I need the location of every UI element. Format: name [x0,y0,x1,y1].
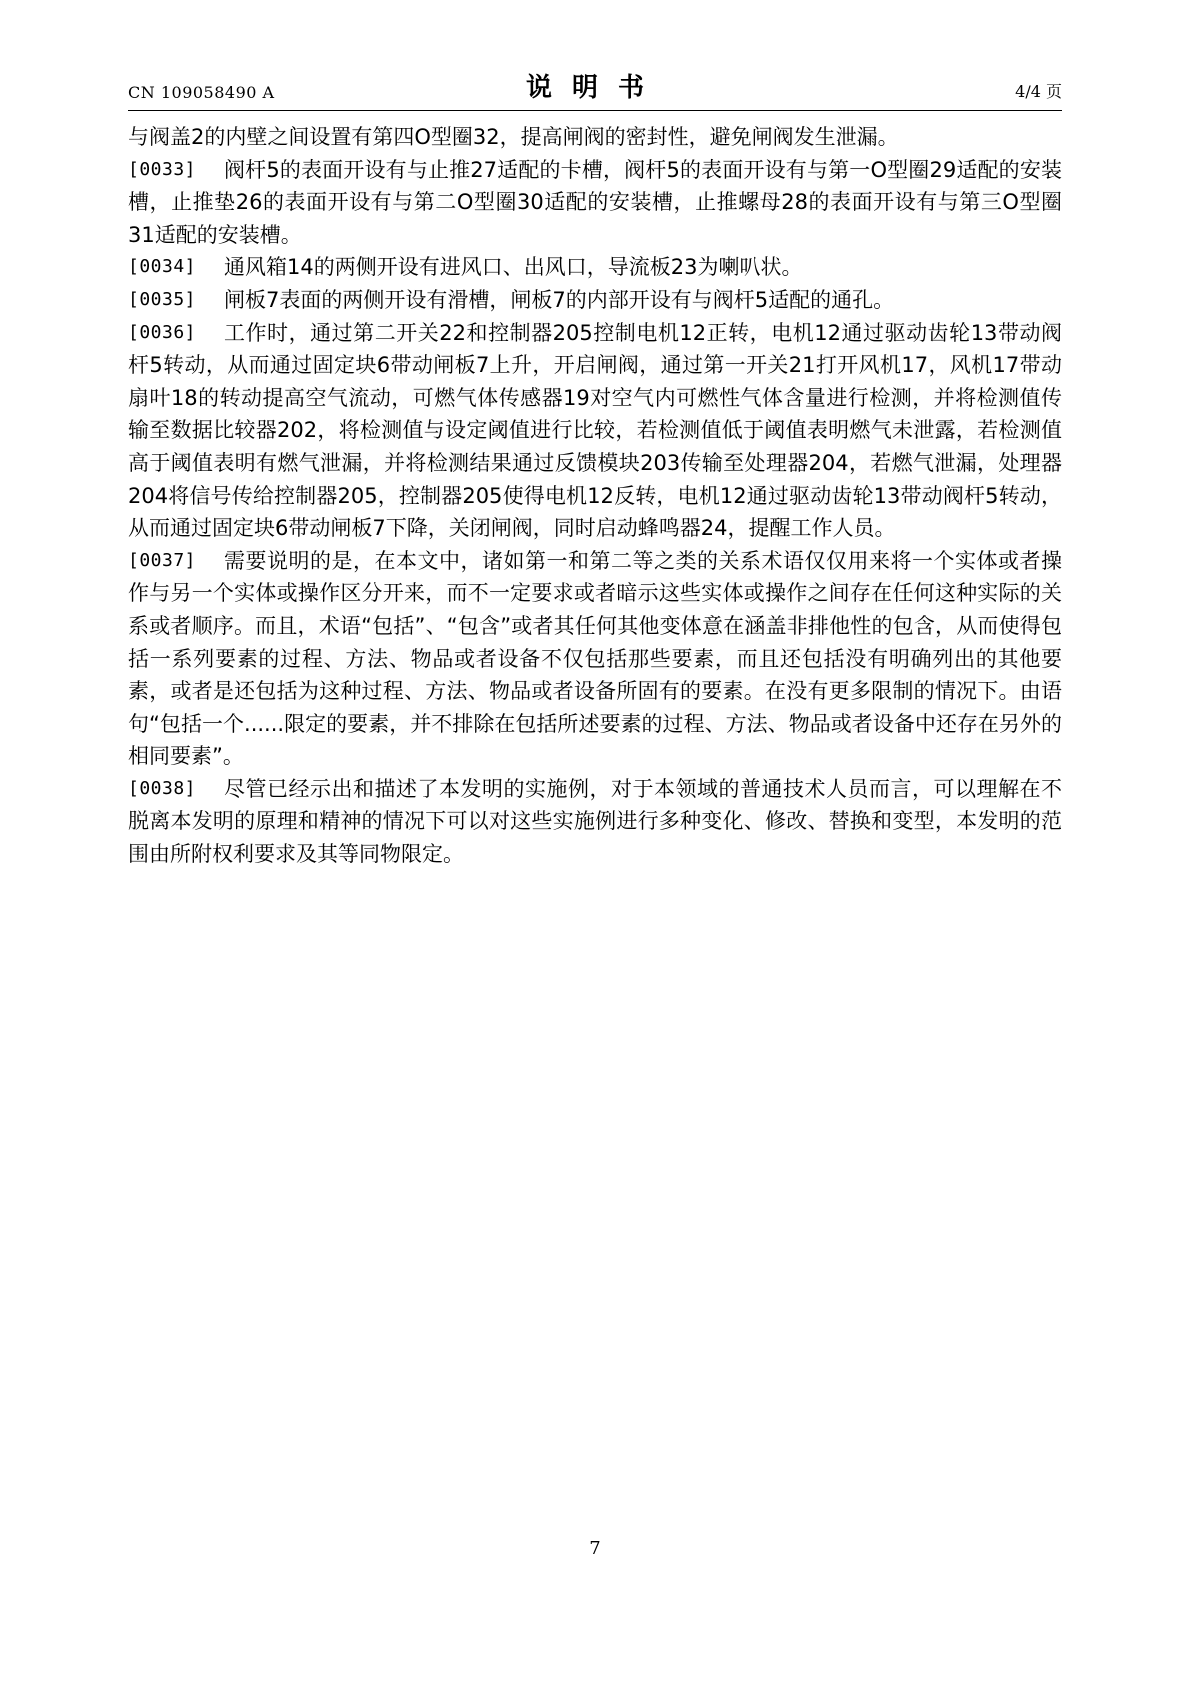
paragraph-text: 通风箱14的两侧开设有进风口、出风口，导流板23为喇叭状。 [224,255,803,280]
paragraph-0034 [128,251,1062,284]
paragraph-0035 [128,284,1062,317]
paragraph-number: [0038] [128,777,197,799]
page-number: 7 [589,1538,601,1559]
paragraph-0036 [128,317,1062,545]
paragraph-number: [0034] [128,256,197,278]
page-header [128,64,1062,110]
document-title: 说明书 [525,73,664,103]
paragraph-0038 [128,773,1062,871]
paragraph-number: [0035] [128,288,197,310]
paragraph-text: 闸板7表面的两侧开设有滑槽，闸板7的内部开设有与阀杆5适配的通孔。 [224,287,895,312]
paragraph-number: [0036] [128,321,197,343]
paragraph-0033 [128,154,1062,252]
header-rule [128,110,1062,111]
paragraph-continuation [128,121,1062,154]
paragraph-number: [0037] [128,549,197,571]
paragraph-number: [0033] [128,158,197,180]
paragraph-text: 需要说明的是，在本文中，诸如第一和第二等之类的关系术语仅仅用来将一个实体或者操作与另一个实体或操作区分开来，而不一定要求或者暗示这些实体或操作之间存在任何这种实际的关系或者顺序。而且，术语“包括”、“包含”或者其任何其他变体意在涵盖非排他性的包含，从而使得包括一系列要素的过程、方法、物品或者设备不仅包括那些要素，而且还包括没有明确列出的其他要素，或者是还包括为这种过程、方法、物品或者设备所固有的要素。在没有更多限制的情况下。由语句“包括一个......限定的要素，并不排除在包括所述要素的过程、方法、物品或者设备中还存在另外的相同要素”。 [128,548,1062,769]
paragraph-text: 工作时，通过第二开关22和控制器205控制电机12正转，电机12通过驱动齿轮13带动阀杆5转动，从而通过固定块6带动闸板7上升，开启闸阀，通过第一开关21打开风机17，风机17带动扇叶18的转动提高空气流动，可燃气体传感器19对空气内可燃性气体含量进行检测，并将检测值传输至数据比较器202，将检测值与设定阈值进行比较，若检测值低于阈值表明燃气未泄露，若检测值高于阈值表明有燃气泄漏，并将检测结果通过反馈模块203传输至处理器204，若燃气泄漏，处理器204将信号传给控制器205，控制器205使得电机12反转，电机12通过驱动齿轮13带动阀杆5转动，从而通过固定块6带动闸板7下降，关闭闸阀，同时启动蜂鸣器24，提醒工作人员。 [128,320,1062,541]
paragraph-0037 [128,545,1062,773]
paragraph-text: 与阀盖2的内壁之间设置有第四O型圈32，提高闸阀的密封性，避免闸阀发生泄漏。 [128,125,899,149]
description-body [128,121,1062,871]
page-info: 4/4 页 [1015,82,1062,101]
paragraph-text: 尽管已经示出和描述了本发明的实施例，对于本领域的普通技术人员而言，可以理解在不脱离本发明的原理和精神的情况下可以对这些实施例进行多种变化、修改、替换和变型，本发明的范围由所附权利要求及其等同物限定。 [128,776,1062,867]
paragraph-text: 阀杆5的表面开设有与止推27适配的卡槽，阀杆5的表面开设有与第一O型圈29适配的安装槽，止推垫26的表面开设有与第二O型圈30适配的安装槽，止推螺母28的表面开设有与第三O型圈31适配的安装槽。 [128,157,1062,247]
patent-number: CN 109058490 A [128,83,275,102]
